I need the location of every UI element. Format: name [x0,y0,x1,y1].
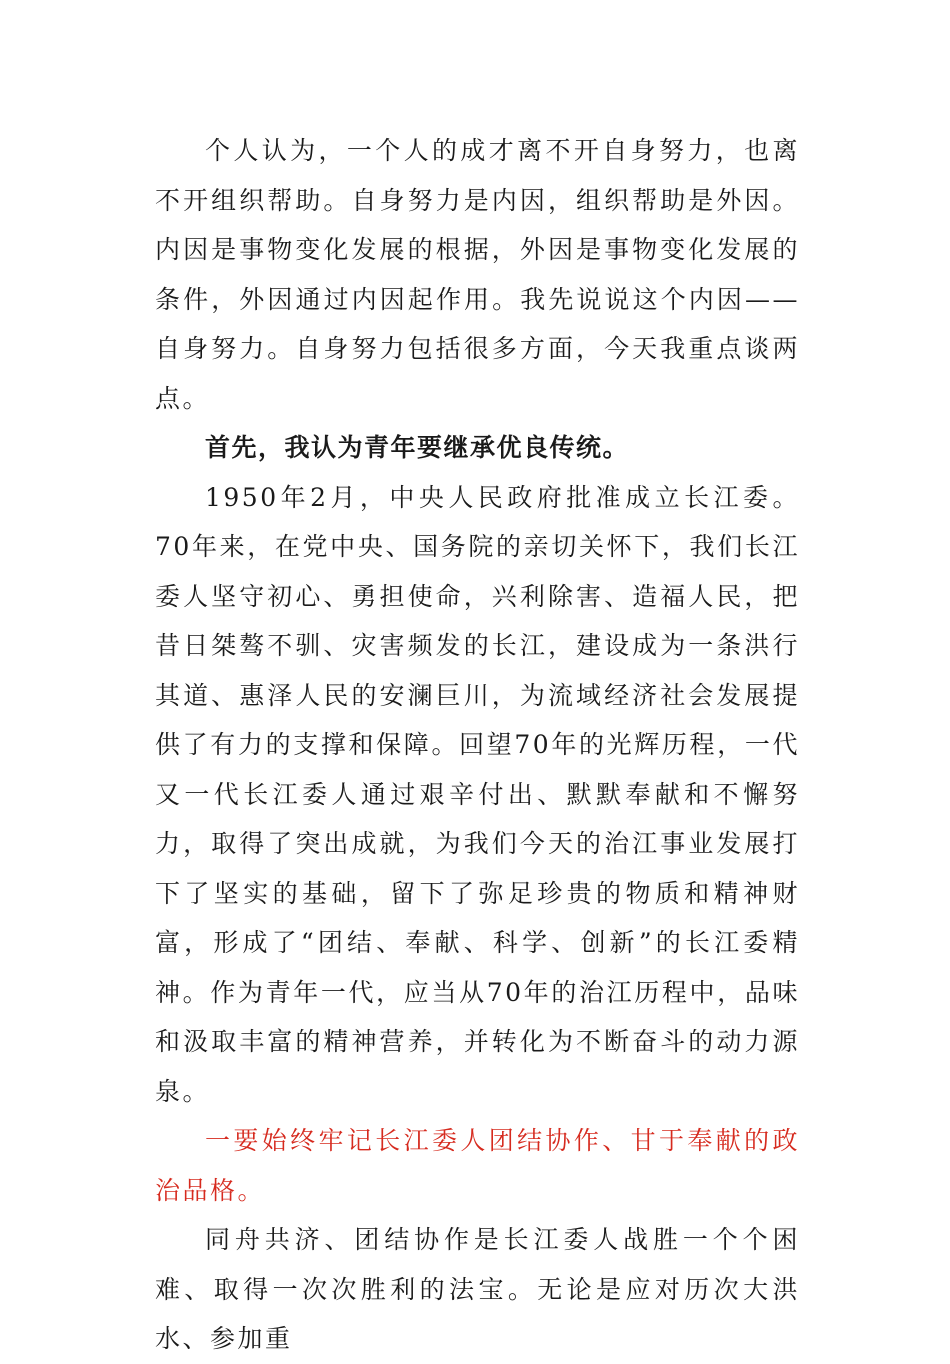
paragraph-cooperation: 同舟共济、团结协作是长江委人战胜一个个困难、取得一次次胜利的法宝。无论是应对历次大洪水、参加重 [155,1225,800,1353]
document-body [155,126,800,1364]
paragraph-heading-tradition: 首先，我认为青年要继承优良传统。 [205,433,630,462]
paragraph-subheading-red: 一要始终牢记长江委人团结协作、甘于奉献的政治品格。 [155,1126,800,1205]
paragraph-intro: 个人认为，一个人的成才离不开自身努力，也离不开组织帮助。自身努力是内因，组织帮助是外因。内因是事物变化发展的根据，外因是事物变化发展的条件，外因通过内因起作用。我先说说这个内因——自身努力。自身努力包括很多方面，今天我重点谈两点。 [155,136,800,413]
paragraph-history: 1950年2月，中央人民政府批准成立长江委。70年来，在党中央、国务院的亲切关怀下，我们长江委人坚守初心、勇担使命，兴利除害、造福人民，把昔日桀骜不驯、灾害频发的长江，建设成为一条洪行其道、惠泽人民的安澜巨川，为流域经济社会发展提供了有力的支撑和保障。回望70年的光辉历程，一代又一代长江委人通过艰辛付出、默默奉献和不懈努力，取得了突出成就，为我们今天的治江事业发展打下了坚实的基础，留下了弥足珍贵的物质和精神财富，形成了“团结、奉献、科学、创新”的长江委精神。作为青年一代，应当从70年的治江历程中，品味和汲取丰富的精神营养，并转化为不断奋斗的动力源泉。 [155,482,800,1106]
